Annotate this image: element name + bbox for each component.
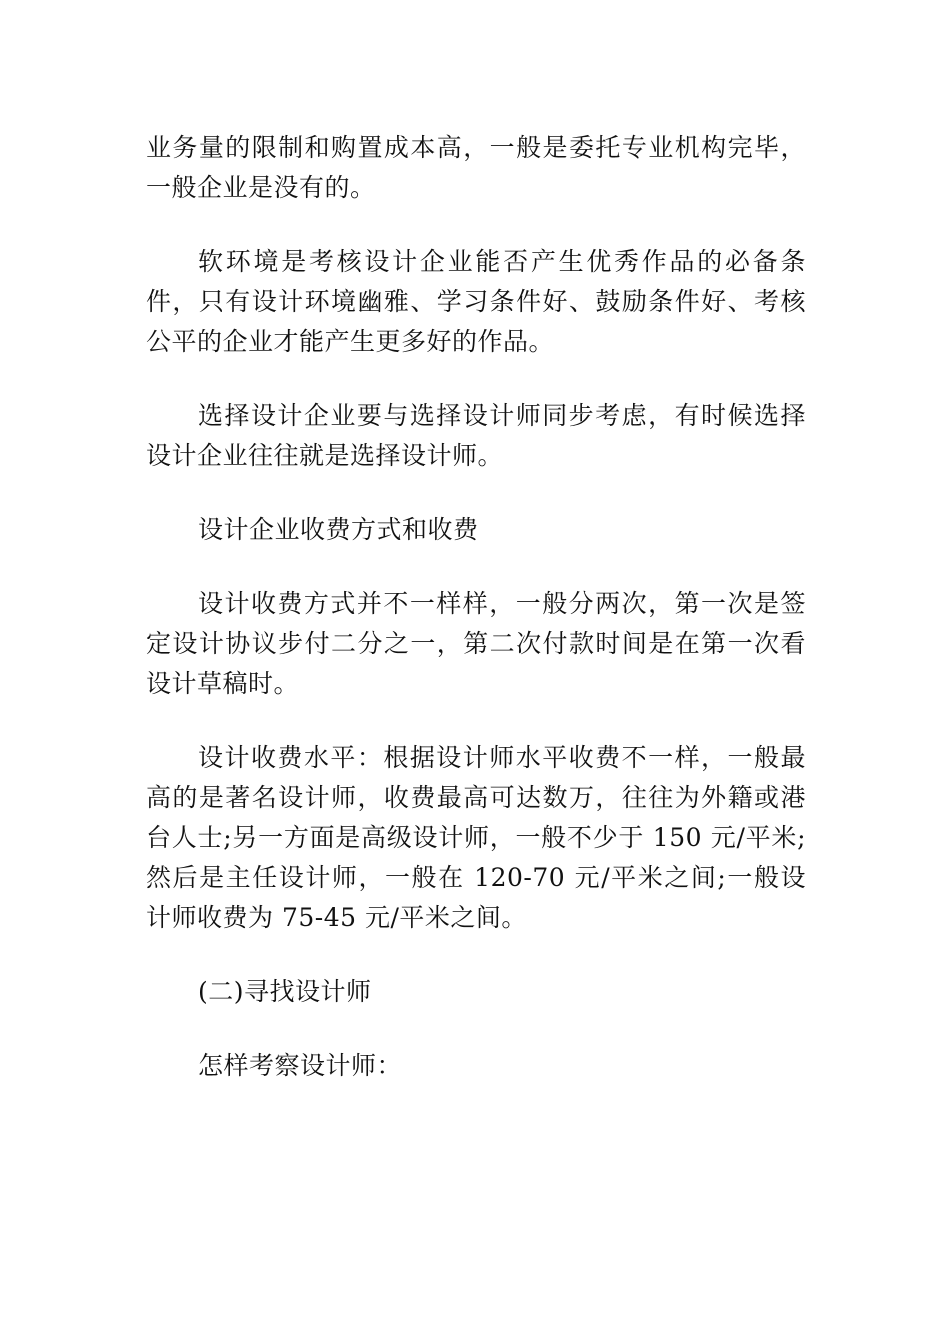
section-heading-fees: 设计企业收费方式和收费 bbox=[198, 515, 479, 544]
paragraph-fee-method: 设计收费方式并不一样样，一般分两次，第一次是签定设计协议步付二分之一，第二次付款时间是在第一次看设计草稿时。 bbox=[146, 589, 806, 698]
paragraph-choose-company: 选择设计企业要与选择设计师同步考虑，有时候选择设计企业往往就是选择设计师。 bbox=[146, 401, 806, 470]
section-heading-find-designer: (二)寻找设计师 bbox=[198, 977, 372, 1006]
paragraph-continuation: 业务量的限制和购置成本高，一般是委托专业机构完毕，一般企业是没有的。 bbox=[146, 133, 806, 202]
document-body bbox=[146, 128, 806, 1120]
paragraph-soft-environment: 软环境是考核设计企业能否产生优秀作品的必备条件，只有设计环境幽雅、学习条件好、鼓励条件好、考核公平的企业才能产生更多好的作品。 bbox=[146, 247, 806, 356]
paragraph-how-to-evaluate: 怎样考察设计师： bbox=[198, 1051, 403, 1080]
paragraph-fee-level: 设计收费水平：根据设计师水平收费不一样，一般最高的是著名设计师，收费最高可达数万，往往为外籍或港台人士;另一方面是高级设计师，一般不少于 150 元/平米;然后是主任设计师，一般在 120-70 元/平米之间;一般设计师收费为 75-45 元/平米之间。 bbox=[146, 743, 806, 932]
